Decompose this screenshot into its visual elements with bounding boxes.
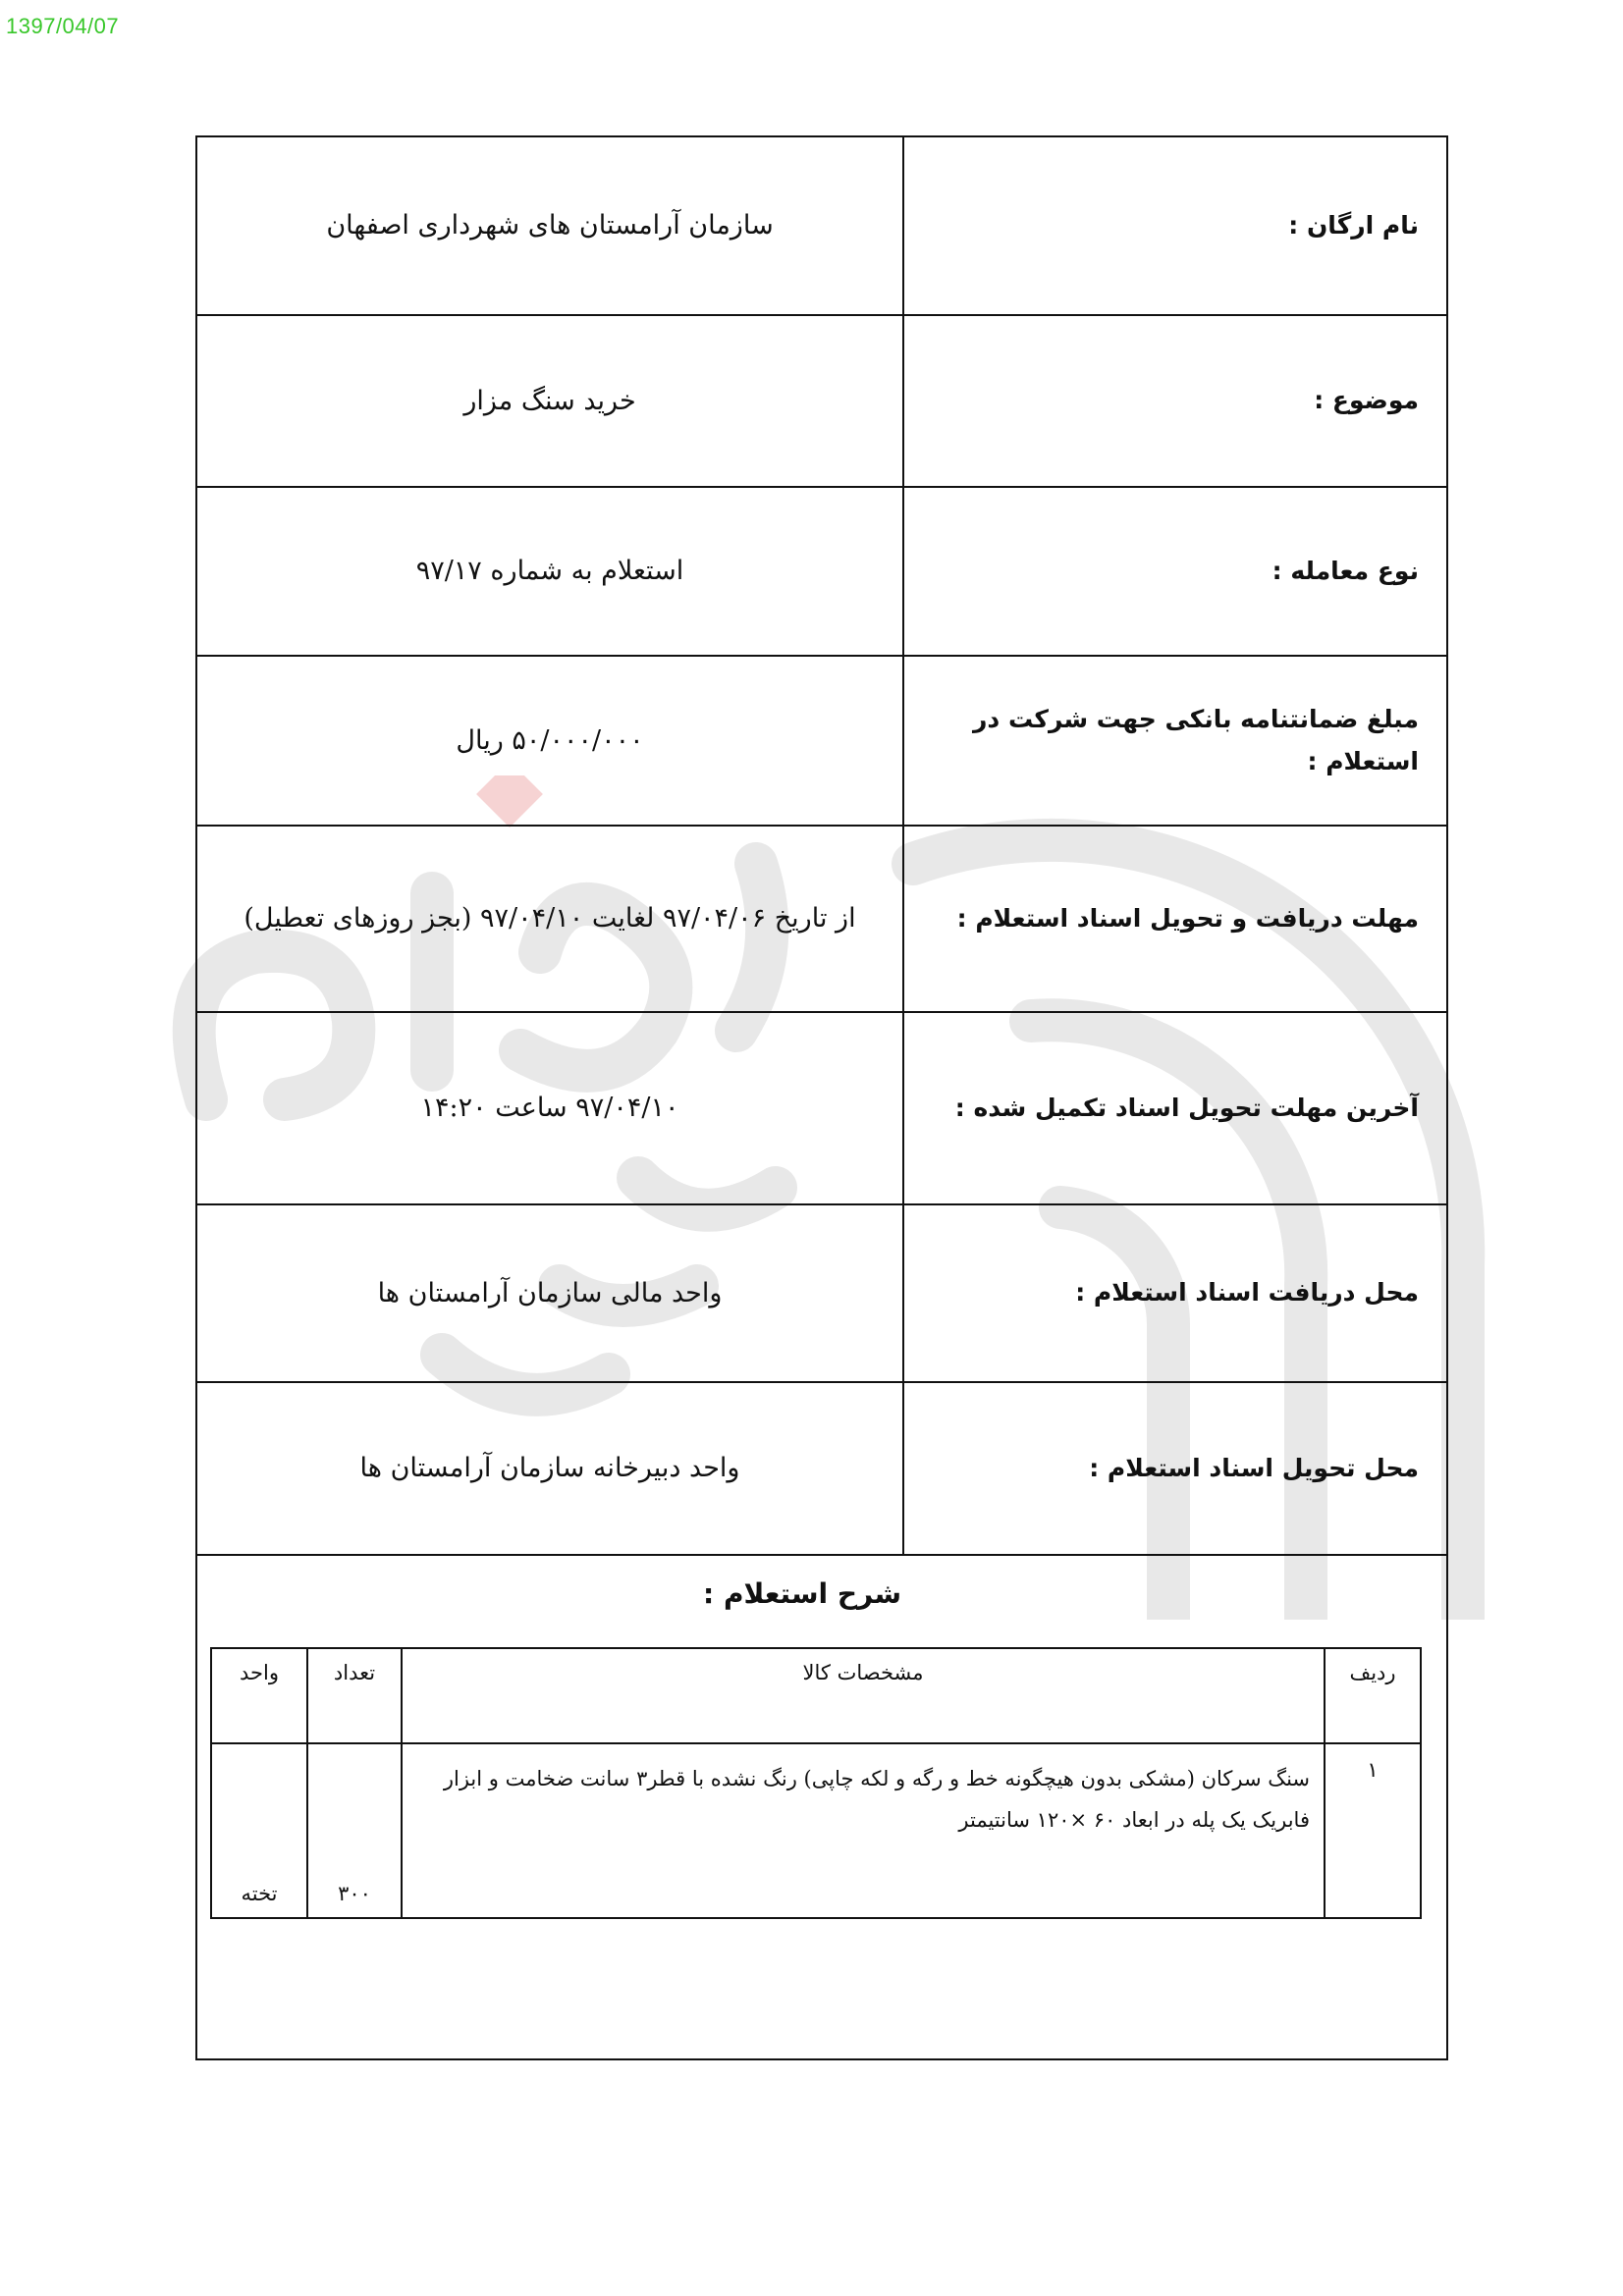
info-row-final-deadline [197, 1012, 1446, 1204]
info-label: نوع معامله : [903, 487, 1446, 656]
info-row-document-deadline [197, 826, 1446, 1012]
info-row-receive-location [197, 1204, 1446, 1382]
info-label: موضوع : [903, 315, 1446, 487]
info-row-guarantee-amount [197, 656, 1446, 826]
items-header-row [211, 1648, 1421, 1743]
info-label: محل تحویل اسناد استعلام : [903, 1382, 1446, 1555]
info-label: مهلت دریافت و تحویل اسناد استعلام : [903, 826, 1446, 1012]
table-row [211, 1743, 1421, 1918]
cell-unit: تخته [211, 1743, 307, 1918]
header-unit: واحد [211, 1648, 307, 1743]
info-value: ۵۰/۰۰۰/۰۰۰ ریال [197, 656, 903, 826]
info-value: واحد دبیرخانه سازمان آرامستان ها [197, 1382, 903, 1555]
description-title: شرح استعلام : [703, 1577, 901, 1610]
info-label: محل دریافت اسناد استعلام : [903, 1204, 1446, 1382]
info-value: خرید سنگ مزار [197, 315, 903, 487]
header-specs: مشخصات کالا [402, 1648, 1325, 1743]
info-label: نام ارگان : [903, 137, 1446, 315]
info-row-subject [197, 315, 1446, 487]
cell-row-no: ۱ [1325, 1743, 1421, 1918]
info-row-transaction-type [197, 487, 1446, 656]
info-value: ۹۷/۰۴/۱۰ ساعت ۱۴:۲۰ [197, 1012, 903, 1204]
date-stamp: 1397/04/07 [6, 14, 120, 38]
header-row-no: ردیف [1325, 1648, 1421, 1743]
info-value: از تاریخ ۹۷/۰۴/۰۶ لغایت ۹۷/۰۴/۱۰ (بجز روزهای تعطیل) [197, 826, 903, 1012]
inquiry-info-table [197, 137, 1446, 1556]
info-value: سازمان آرامستان های شهرداری اصفهان [197, 137, 903, 315]
info-label: مبلغ ضمانتنامه بانکی جهت شرکت در استعلام : [903, 656, 1446, 826]
cell-specs: سنگ سرکان (مشکی بدون هیچگونه خط و رگه و لکه چاپی) رنگ نشده با قطر۳ سانت ضخامت و ابزار فابریک یک پله در ابعاد ۶۰ ×۱۲۰ سانتیمتر [402, 1743, 1325, 1918]
info-row-delivery-location [197, 1382, 1446, 1555]
info-value: استعلام به شماره ۹۷/۱۷ [197, 487, 903, 656]
info-label: آخرین مهلت تحویل اسناد تکمیل شده : [903, 1012, 1446, 1204]
items-table [210, 1647, 1422, 1919]
info-value: واحد مالی سازمان آرامستان ها [197, 1204, 903, 1382]
header-quantity: تعداد [307, 1648, 402, 1743]
cell-quantity: ۳۰۰ [307, 1743, 402, 1918]
info-row-organization [197, 137, 1446, 315]
inquiry-document [195, 135, 1448, 2060]
